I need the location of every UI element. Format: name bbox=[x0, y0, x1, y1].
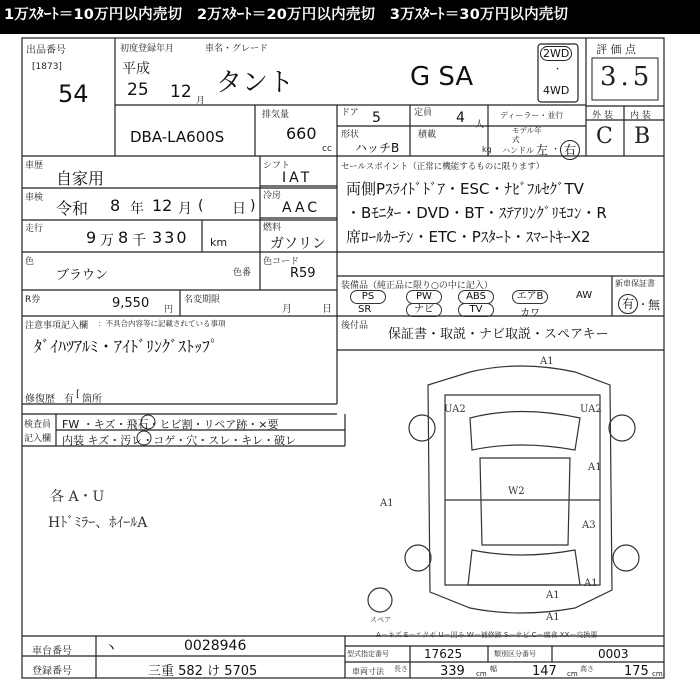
interior-grade: B bbox=[634, 124, 651, 149]
type-spec-value: 17625 bbox=[424, 647, 463, 661]
body-label: 形状 bbox=[341, 130, 360, 140]
usage-value: 自家用 bbox=[56, 169, 105, 188]
handle-right: 右 bbox=[560, 140, 580, 160]
class-label: 類別区分番号 bbox=[494, 650, 536, 658]
mileage-label: 走行 bbox=[25, 224, 44, 234]
shift-value: IAT bbox=[282, 170, 313, 186]
type-spec-label: 型式指定番号 bbox=[347, 650, 389, 658]
exterior-grade: C bbox=[596, 124, 613, 149]
equip-airbag: エアB bbox=[512, 290, 548, 304]
plate-label: 登録番号 bbox=[32, 666, 72, 677]
ac-label: 冷房 bbox=[263, 191, 282, 201]
attachments-value: 保証書・取説・ナビ取説・スペアキー bbox=[388, 327, 609, 342]
drive-dot: ・ bbox=[553, 65, 563, 75]
lot-sub: [1873] bbox=[32, 62, 62, 72]
color-number-label: 色番 bbox=[233, 268, 252, 278]
load-label: 積載 bbox=[418, 130, 437, 140]
engine-value: 660 bbox=[286, 124, 317, 143]
height-label: 高さ bbox=[580, 665, 594, 673]
vehicle-name: タント bbox=[216, 68, 295, 98]
mark-right-a1: A1 bbox=[588, 462, 602, 473]
length-label: 長さ bbox=[394, 665, 408, 673]
ac-value: AAC bbox=[282, 200, 321, 216]
body-value: ハッチB bbox=[355, 141, 400, 155]
plate-value: 三重 582 け 5705 bbox=[148, 664, 258, 679]
chassis-label: 車台番号 bbox=[32, 646, 72, 657]
class-value: 0003 bbox=[598, 647, 629, 661]
color-label: 色 bbox=[25, 257, 35, 267]
inspection-month-unit: 月 bbox=[178, 201, 192, 217]
inspection-day-unit: 日 bbox=[232, 201, 246, 217]
shift-label: シフト bbox=[263, 161, 291, 171]
mark-left-a1: A1 bbox=[380, 498, 394, 509]
warranty-dot: ・ bbox=[638, 300, 648, 311]
check-label-1: 検査員 bbox=[24, 420, 52, 430]
recycle-value: 9,550 bbox=[112, 296, 150, 311]
mark-front-a1: A1 bbox=[540, 356, 554, 367]
length-value: 339 bbox=[440, 664, 465, 679]
inspector-note-2: Hﾄﾞﾐﾗｰ、ﾎｲｰﾙA bbox=[48, 515, 148, 531]
width-value: 147 bbox=[532, 664, 557, 679]
engine-unit: cc bbox=[322, 144, 332, 154]
drive-4wd: 4WD bbox=[543, 84, 570, 97]
grade-score: 3.5 bbox=[600, 62, 654, 92]
sales-points-label: セールスポイント（正常に機能するものに限ります） bbox=[341, 162, 545, 172]
lot-number: 54 bbox=[58, 80, 89, 108]
damage-legend: A－キズ E－エクボ U－凹み W－補修跡 S－サビ C－腐食 XX－交換要 bbox=[376, 631, 598, 639]
equip-ps: PS bbox=[350, 290, 386, 304]
new-warranty-label: 新車保証書 bbox=[615, 279, 655, 288]
registration-era: 平成 bbox=[122, 61, 150, 77]
notes-label: 注意事項記入欄 bbox=[25, 321, 89, 331]
equipment-label: 装備品（純正品に限り○の中に記入） bbox=[341, 281, 493, 291]
inspection-year: 8 bbox=[110, 196, 121, 215]
inspection-paren-close: ) bbox=[250, 198, 256, 214]
height-value: 175 bbox=[624, 664, 649, 679]
mark-right-a3: A3 bbox=[582, 520, 596, 531]
mileage-sen-unit: 千 bbox=[132, 233, 146, 249]
vehicle-grade: G SA bbox=[410, 62, 474, 92]
equip-navi: ナビ bbox=[406, 303, 442, 317]
interior-label: 内 装 bbox=[630, 111, 651, 121]
name-change-label: 名変期限 bbox=[184, 295, 221, 305]
inspection-label: 車検 bbox=[25, 193, 44, 203]
sales-point-line-2: ・Bﾓﾆﾀｰ・DVD・BT・ｽﾃｱﾘﾝｸﾞﾘﾓｺﾝ・R bbox=[346, 204, 607, 222]
mark-right-ua2: UA2 bbox=[580, 404, 602, 415]
registration-month: 12 bbox=[170, 82, 192, 102]
warranty-yes: 有 bbox=[618, 294, 638, 314]
grade-label: 評 価 点 bbox=[596, 43, 636, 56]
equip-pw: PW bbox=[406, 290, 442, 304]
fuel-label: 燃料 bbox=[263, 223, 282, 233]
mark-roof-w2: W2 bbox=[508, 486, 525, 497]
inspection-paren-open: ( bbox=[198, 198, 204, 214]
check-label-2: 記入欄 bbox=[24, 434, 52, 444]
capacity-value: 4 bbox=[456, 110, 465, 126]
attachments-label: 後付品 bbox=[341, 321, 369, 331]
drive-2wd: 2WD bbox=[540, 46, 572, 61]
repair-label: 修復歴 bbox=[25, 394, 55, 405]
capacity-unit: 人 bbox=[475, 120, 485, 130]
lot-label: 出品番号 bbox=[26, 45, 66, 56]
recycle-unit: 円 bbox=[164, 305, 174, 315]
capacity-label: 定員 bbox=[414, 108, 433, 118]
height-unit: cm bbox=[652, 670, 663, 678]
notes-sub: ：不具合内容等に記載されている事項 bbox=[98, 319, 226, 328]
warranty-no: 無 bbox=[648, 298, 661, 312]
color-code-label: 色コード bbox=[263, 257, 300, 267]
mileage-man: 9 bbox=[86, 228, 97, 247]
mileage-unit: km bbox=[210, 236, 228, 249]
mark-rear-right-a1: A1 bbox=[584, 578, 598, 589]
check-row-2: 内装 キズ・汚レ・コゲ・穴・スレ・キレ・破レ bbox=[62, 434, 297, 447]
mileage-sen: 8 bbox=[118, 228, 129, 247]
mark-rear-a1b: A1 bbox=[546, 590, 560, 601]
banner-text: 1万ｽﾀｰﾄ＝10万円以内売切 2万ｽﾀｰﾄ＝20万円以内売切 3万ｽﾀｰﾄ＝30万円以内売切 bbox=[4, 7, 569, 23]
handle-left: 左 bbox=[536, 143, 549, 157]
registration-month-unit: 月 bbox=[196, 96, 206, 106]
repair-value: 有 bbox=[64, 394, 74, 405]
inspection-era: 令和 bbox=[56, 199, 89, 218]
mark-left-ua2: UA2 bbox=[444, 404, 466, 415]
equip-aw: AW bbox=[576, 290, 593, 301]
fuel-value: ガソリン bbox=[270, 236, 326, 252]
vehicle-label: 車名・グレード bbox=[205, 44, 269, 54]
name-change-day: 日 bbox=[322, 304, 332, 315]
registration-year: 25 bbox=[127, 80, 149, 100]
check-row-1: FW ・キズ・飛石・ヒビ割・リペア跡・×要 bbox=[62, 418, 279, 431]
repair-bracket: [ bbox=[76, 389, 80, 400]
spare-label: スペア bbox=[370, 616, 391, 624]
registration-label: 初度登録年月 bbox=[120, 44, 175, 54]
equip-sr: SR bbox=[358, 304, 372, 315]
width-label: 幅 bbox=[490, 665, 497, 673]
width-unit: cm bbox=[567, 670, 578, 678]
equip-tv: TV bbox=[458, 303, 494, 317]
sales-point-line-3: 席ﾛｰﾙｶｰﾃﾝ・ETC・Pｽﾀｰﾄ・ｽﾏｰﾄｷｰX2 bbox=[346, 228, 591, 246]
repair-unit: 箇所 bbox=[82, 394, 102, 405]
sales-point-line-1: 両側Pｽﾗｲﾄﾞﾄﾞｱ・ESC・ﾅﾋﾞﾌﾙｾｸﾞTV bbox=[346, 180, 584, 198]
dimensions-label: 車両寸法 bbox=[352, 667, 384, 676]
notes-handwritten: ﾀﾞｲﾊﾂｱﾙﾐ・ｱｲﾄﾞﾘﾝｸﾞｽﾄｯﾌﾟ bbox=[34, 337, 219, 356]
inspector-note-1: 各 A・U bbox=[50, 489, 105, 505]
chassis-prefix: 丶 bbox=[104, 641, 118, 657]
engine-label: 排気量 bbox=[262, 110, 290, 120]
usage-label: 車歴 bbox=[25, 161, 44, 171]
equip-leather: カワ bbox=[520, 308, 540, 319]
mark-rear-a1: A1 bbox=[546, 612, 560, 623]
equip-abs: ABS bbox=[458, 290, 494, 304]
model-year-label: モデル年式 bbox=[512, 126, 542, 144]
doors-label: ドア bbox=[341, 108, 359, 118]
color-code: R59 bbox=[290, 266, 316, 281]
load-unit: kg bbox=[482, 145, 492, 154]
handle-dot: ・ bbox=[551, 145, 561, 155]
inspection-year-unit: 年 bbox=[130, 201, 144, 217]
exterior-label: 外 装 bbox=[592, 111, 613, 121]
length-unit: cm bbox=[476, 670, 487, 678]
name-change-month: 月 bbox=[282, 304, 292, 315]
model-code: DBA-LA600S bbox=[130, 128, 225, 146]
mileage-rest: 330 bbox=[152, 228, 189, 247]
recycle-label: R券 bbox=[25, 295, 41, 305]
chassis-value: 0028946 bbox=[184, 638, 247, 654]
mileage-man-unit: 万 bbox=[100, 233, 114, 249]
dealer-label: ディーラー・並行 bbox=[500, 111, 564, 120]
inspection-month: 12 bbox=[152, 196, 173, 215]
handle-label: ハンドル bbox=[502, 146, 534, 155]
color-value: ブラウン bbox=[56, 268, 109, 283]
doors-value: 5 bbox=[372, 110, 381, 126]
